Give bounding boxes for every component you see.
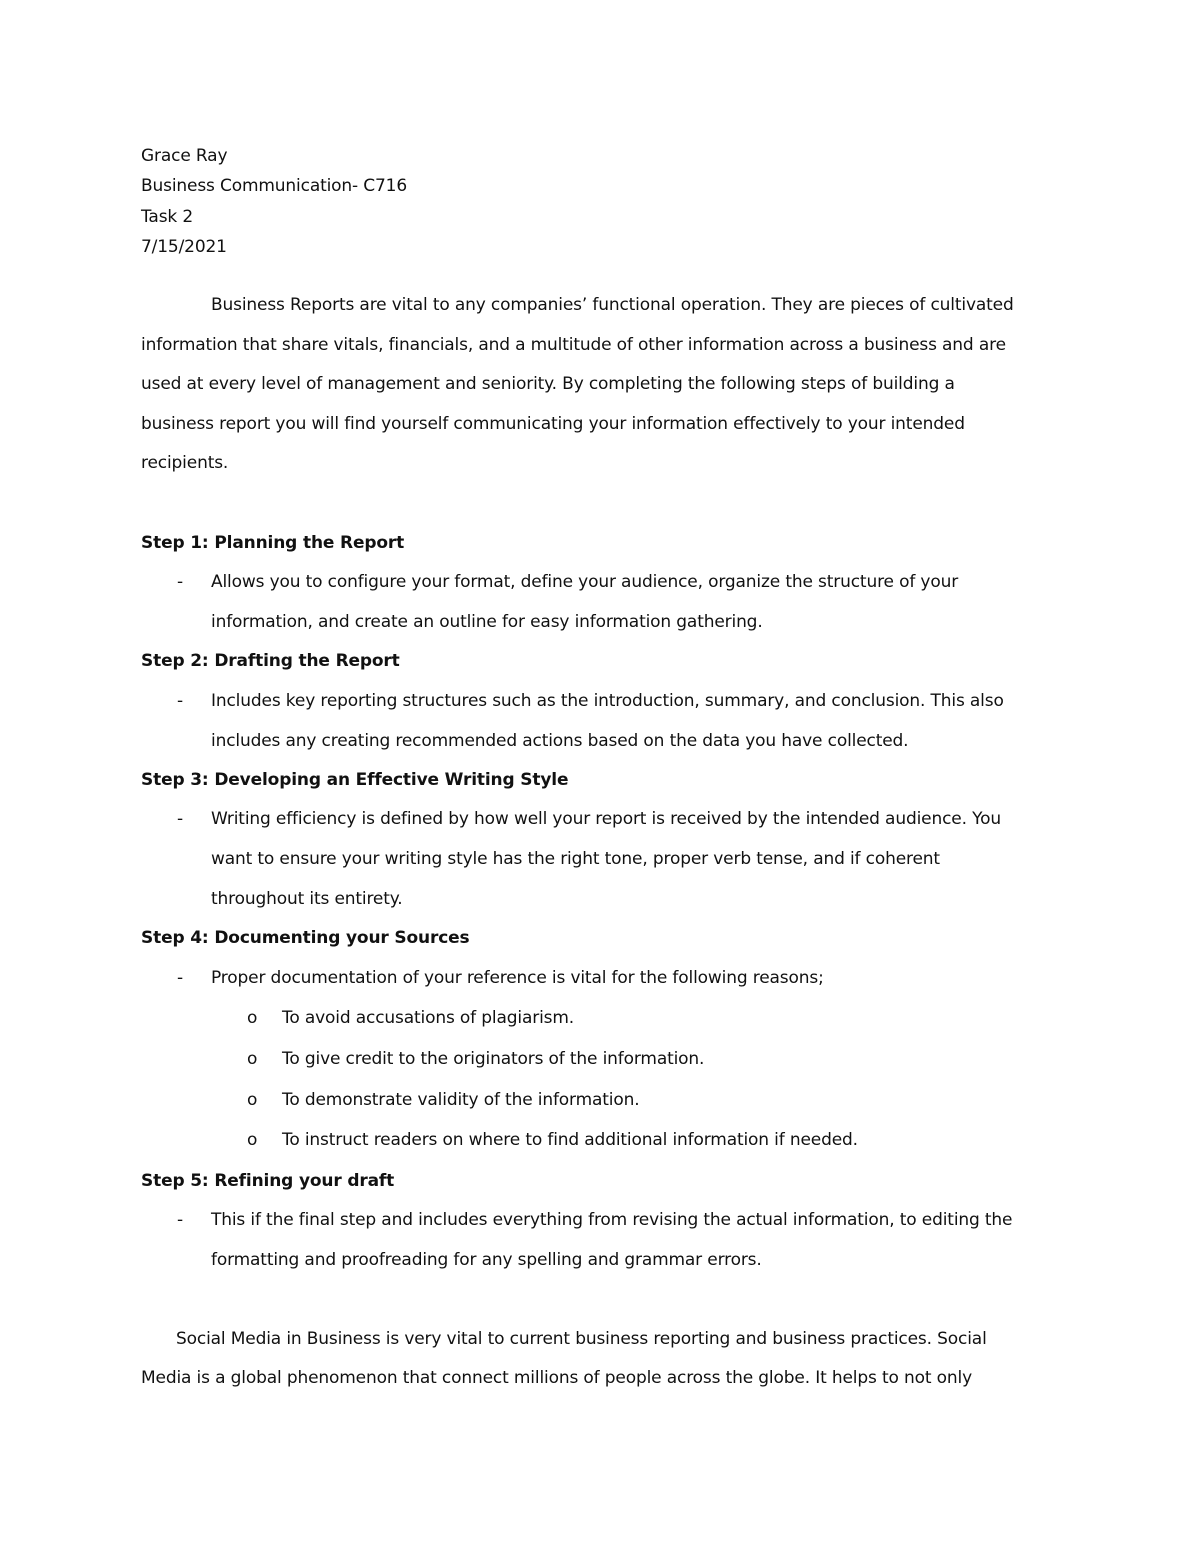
step-text-line: This if the final step and includes everything from revising the actual information, to editing the (211, 1210, 1013, 1230)
course-title: Business Communication- C716 (141, 176, 408, 196)
intro-line: Business Reports are vital to any companies’ functional operation. They are pieces of cultivated (211, 295, 1014, 315)
step-heading: Step 5: Refining your draft (141, 1171, 395, 1191)
sub-list-item: To demonstrate validity of the information. (282, 1090, 640, 1110)
circle-bullet: o (247, 1090, 258, 1110)
step-text-line: throughout its entirety. (211, 889, 403, 909)
dash-bullet: - (177, 968, 184, 988)
social-line: Social Media in Business is very vital to current business reporting and business practices. Social (176, 1329, 987, 1349)
intro-line: information that share vitals, financials, and a multitude of other information across a business and are (141, 335, 1006, 355)
step-text-line: want to ensure your writing style has the right tone, proper verb tense, and if coherent (211, 849, 940, 869)
circle-bullet: o (247, 1008, 258, 1028)
circle-bullet: o (247, 1049, 258, 1069)
social-line: Media is a global phenomenon that connect millions of people across the globe. It helps to not only (141, 1368, 972, 1388)
step-text-line: formatting and proofreading for any spelling and grammar errors. (211, 1250, 762, 1270)
step-heading: Step 2: Drafting the Report (141, 651, 400, 671)
dash-bullet: - (177, 1210, 184, 1230)
step-heading: Step 3: Developing an Effective Writing Style (141, 770, 569, 790)
document-date: 7/15/2021 (141, 237, 227, 257)
step-text-line: Includes key reporting structures such as the introduction, summary, and conclusion. This also (211, 691, 1004, 711)
dash-bullet: - (177, 809, 184, 829)
step-text-line: Writing efficiency is defined by how well your report is received by the intended audience. You (211, 809, 1001, 829)
sub-list-item: To avoid accusations of plagiarism. (282, 1008, 575, 1028)
author-name: Grace Ray (141, 146, 228, 166)
dash-bullet: - (177, 572, 184, 592)
intro-line: business report you will find yourself communicating your information effectively to your intended (141, 414, 965, 434)
circle-bullet: o (247, 1130, 258, 1150)
intro-line: used at every level of management and seniority. By completing the following steps of building a (141, 374, 955, 394)
dash-bullet: - (177, 691, 184, 711)
step-text-line: Allows you to configure your format, define your audience, organize the structure of your (211, 572, 959, 592)
intro-line: recipients. (141, 453, 229, 473)
task-label: Task 2 (141, 207, 194, 227)
step-text-line: Proper documentation of your reference is vital for the following reasons; (211, 968, 824, 988)
sub-list-item: To give credit to the originators of the information. (282, 1049, 705, 1069)
step-text-line: information, and create an outline for easy information gathering. (211, 612, 763, 632)
step-heading: Step 1: Planning the Report (141, 533, 405, 553)
step-heading: Step 4: Documenting your Sources (141, 928, 470, 948)
sub-list-item: To instruct readers on where to find additional information if needed. (282, 1130, 858, 1150)
step-text-line: includes any creating recommended actions based on the data you have collected. (211, 731, 909, 751)
